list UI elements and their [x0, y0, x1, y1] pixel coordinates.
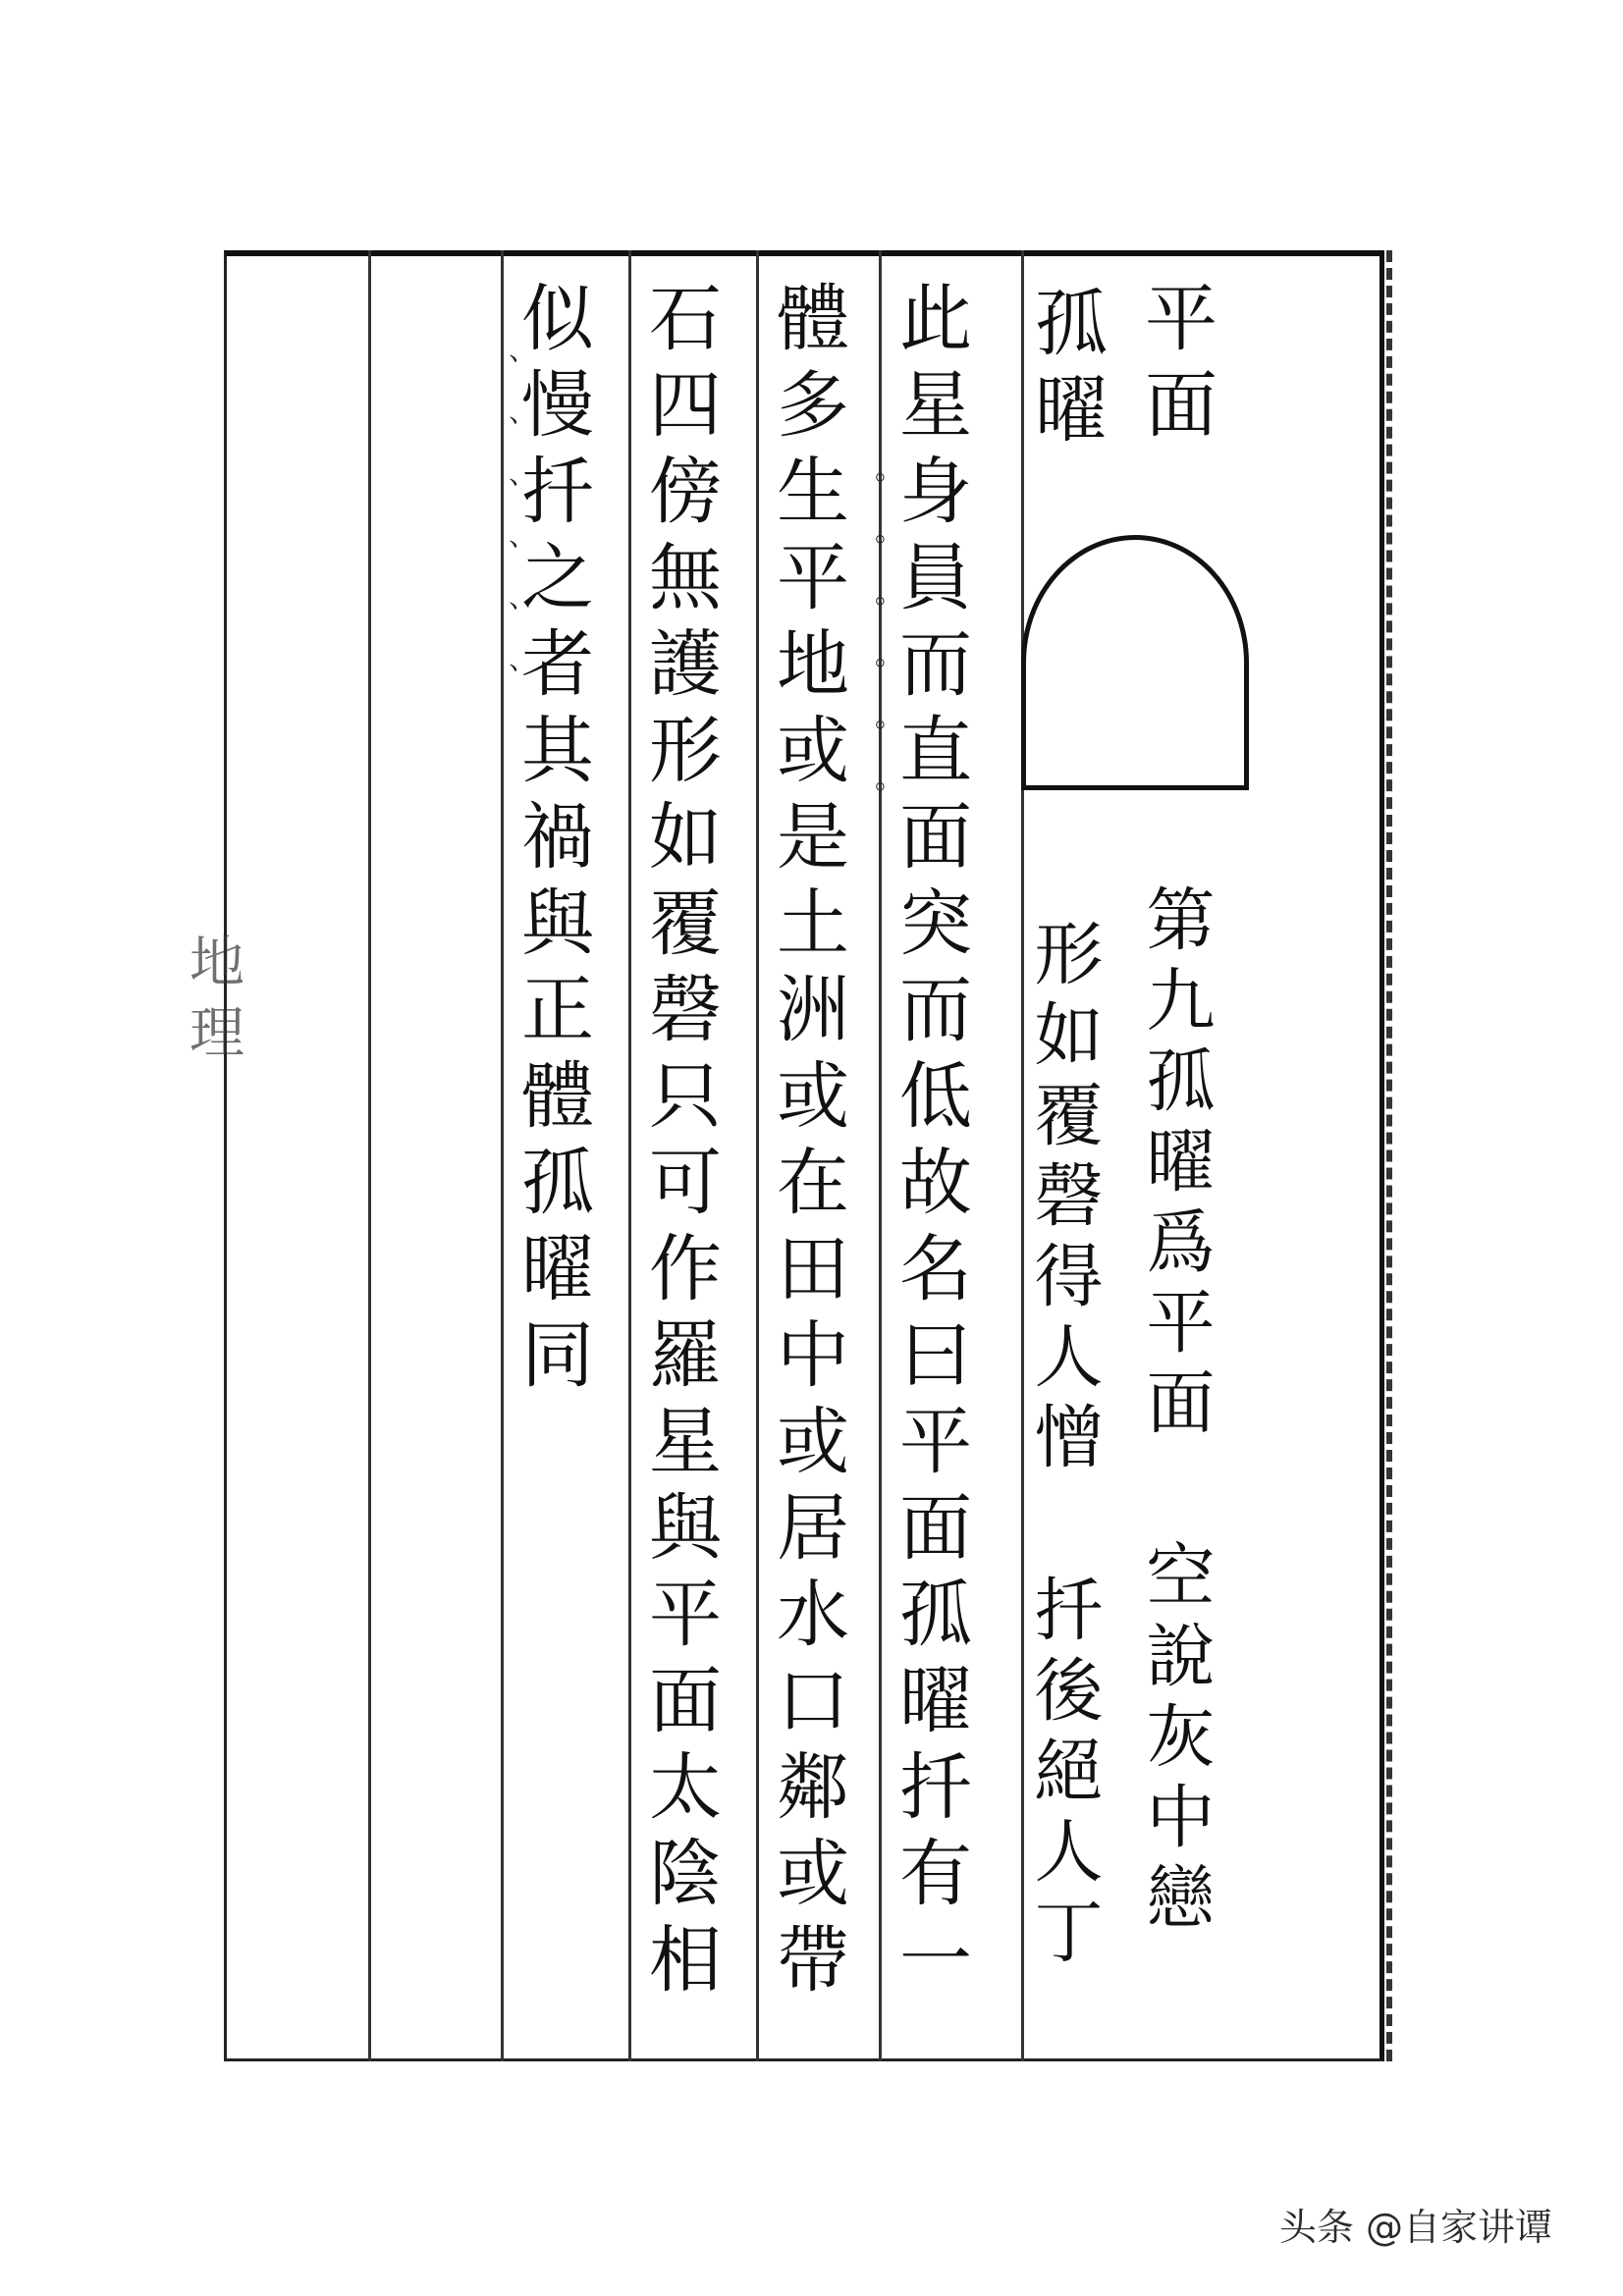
emphasis-dots-1: 。。。。。。	[851, 471, 886, 857]
commentary-column-4: 似慢扦之者其禍與正體孤曜同	[510, 280, 594, 1403]
emphasis-dots-2: 、、、、、、	[484, 353, 518, 739]
margin-text: 地理	[181, 933, 244, 1074]
column-rule	[628, 250, 631, 2061]
commentary-column-3: 石四傍無護形如覆磬只可作羅星與平面太陰相	[637, 280, 722, 2007]
section-subtitle: 孤曜	[1023, 285, 1108, 457]
watermark: 头条 @自家讲谭	[1270, 2193, 1562, 2255]
poem-line-2: 形如覆磬得人憎 扦後絕人丁	[1023, 918, 1104, 1976]
column-rule	[756, 250, 759, 2061]
arch-figure	[1021, 535, 1249, 790]
page-edge-marks	[1386, 250, 1420, 2061]
column-rule	[368, 250, 371, 2061]
commentary-column-2: 體多生平地或是土洲或在田中或居水口鄰或帶	[765, 280, 849, 2007]
poem-line-1: 第九孤曜爲平面 空說灰中戀	[1135, 883, 1216, 1942]
commentary-column-1: 此星身員而直面突而低故名曰平面孤曜扦有一	[888, 280, 972, 2007]
section-title: 平面	[1133, 280, 1217, 453]
